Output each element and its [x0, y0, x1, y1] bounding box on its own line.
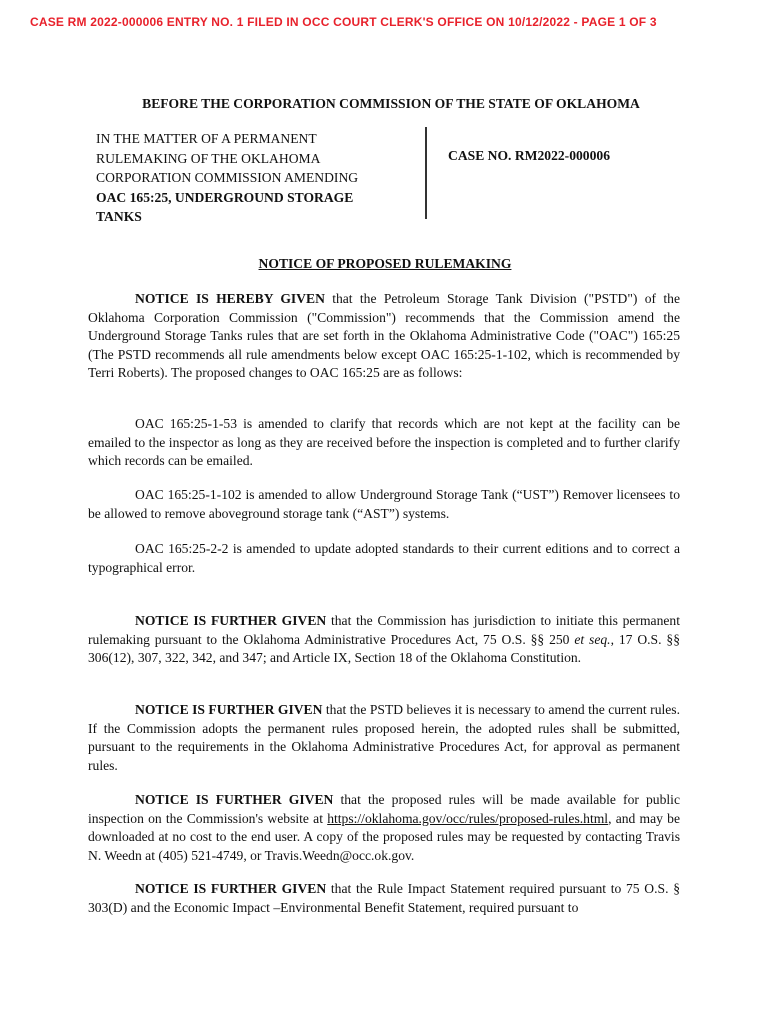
caption-line: OAC 165:25, UNDERGROUND STORAGE	[96, 189, 354, 205]
section-165-25-1-102: OAC 165:25-1-102 is amended to allow Underground Storage Tank (“UST”) Remover licensees to be allowed to remove aboveground storage tank (“AST”) systems.	[88, 487, 680, 521]
paragraph-necessity	[88, 701, 680, 775]
section-165-25-1-53: OAC 165:25-1-53 is amended to clarify that records which are not kept at the facility can be emailed to the inspector as long as they are received before the inspection is completed and to further clarify which records can be emailed.	[88, 416, 680, 469]
caption-divider	[425, 127, 427, 219]
paragraph-text: that the PSTD believes it is necessary to amend the current rules. If the Commission adopts the permanent rules proposed herein, the adopted rules shall be submitted, pursuant to the requirements in the Oklahoma Administrative Procedures Act, for approval as permanent rules.	[88, 702, 680, 773]
paragraph-notice-given	[88, 290, 680, 383]
paragraph-text: , and may be downloaded at no cost to the end user. A copy of the proposed rules may be requested by contacting Travis N. Weedn at (405) 521-4749, or Travis.Weedn@occ.ok.gov.	[88, 810, 680, 863]
section-165-25-2-2: OAC 165:25-2-2 is amended to update adopted standards to their current editions and to correct a typographical error.	[88, 541, 680, 575]
caption-line: RULEMAKING OF THE OKLAHOMA	[96, 150, 321, 166]
et-seq: et seq.	[574, 631, 611, 647]
caption-line: TANKS	[96, 209, 142, 224]
caption-line: CORPORATION COMMISSION AMENDING	[96, 170, 359, 185]
filing-stamp: CASE RM 2022-000006 ENTRY NO. 1 FILED IN OCC COURT CLERK'S OFFICE ON 10/12/2022 - PAGE 1 OF 3	[30, 15, 657, 29]
court-heading: BEFORE THE CORPORATION COMMISSION OF THE STATE OF OKLAHOMA	[142, 96, 640, 111]
paragraph-text: that the Rule Impact Statement required pursuant to 75 O.S. § 303(D) and the Economic Impact –Environmental Benefit Statement, required pursuant to	[88, 881, 680, 915]
paragraph-text: that the Petroleum Storage Tank Division ("PSTD") of the Oklahoma Corporation Commission ("Commission") recommends that the Commission amend the Underground Storage Tanks rules that are set forth in the Oklahoma Administrative Code ("OAC") 165:25 (The PSTD recommends all rule amendments below except OAC 165:25-1-102, which is recommended by Terri Roberts). The proposed changes to OAC 165:25 are as follows:	[88, 291, 680, 381]
paragraph-text: , 17 O.S. §§ 306(12), 307, 322, 342, and 347; and Article IX, Section 18 of the Oklahoma Constitution.	[88, 631, 680, 666]
paragraph-jurisdiction	[88, 612, 680, 668]
notice-lead: NOTICE IS FURTHER GIVEN	[135, 792, 334, 807]
paragraph-availability	[88, 791, 680, 865]
caption-line: IN THE MATTER OF A PERMANENT	[96, 131, 317, 146]
case-number: CASE NO. RM2022-000006	[448, 148, 610, 163]
paragraph-impact-statement	[88, 880, 680, 917]
paragraph-text: that the proposed rules will be made available for public inspection on the Commission's website at	[88, 792, 680, 826]
notice-lead: NOTICE IS FURTHER GIVEN	[135, 613, 327, 628]
notice-lead: NOTICE IS FURTHER GIVEN	[135, 881, 327, 896]
case-caption	[96, 129, 416, 227]
notice-lead: NOTICE IS FURTHER GIVEN	[135, 702, 323, 717]
notice-lead: NOTICE IS HEREBY GIVEN	[135, 291, 325, 306]
paragraph-text: that the Commission has jurisdiction to initiate this permanent rulemaking pursuant to the Oklahoma Administrative Procedures Act, 75 O.S. §§ 250	[88, 613, 680, 647]
proposed-rules-link[interactable]: https://oklahoma.gov/occ/rules/proposed-rules.html	[327, 810, 609, 826]
document-title: NOTICE OF PROPOSED RULEMAKING	[258, 256, 512, 271]
